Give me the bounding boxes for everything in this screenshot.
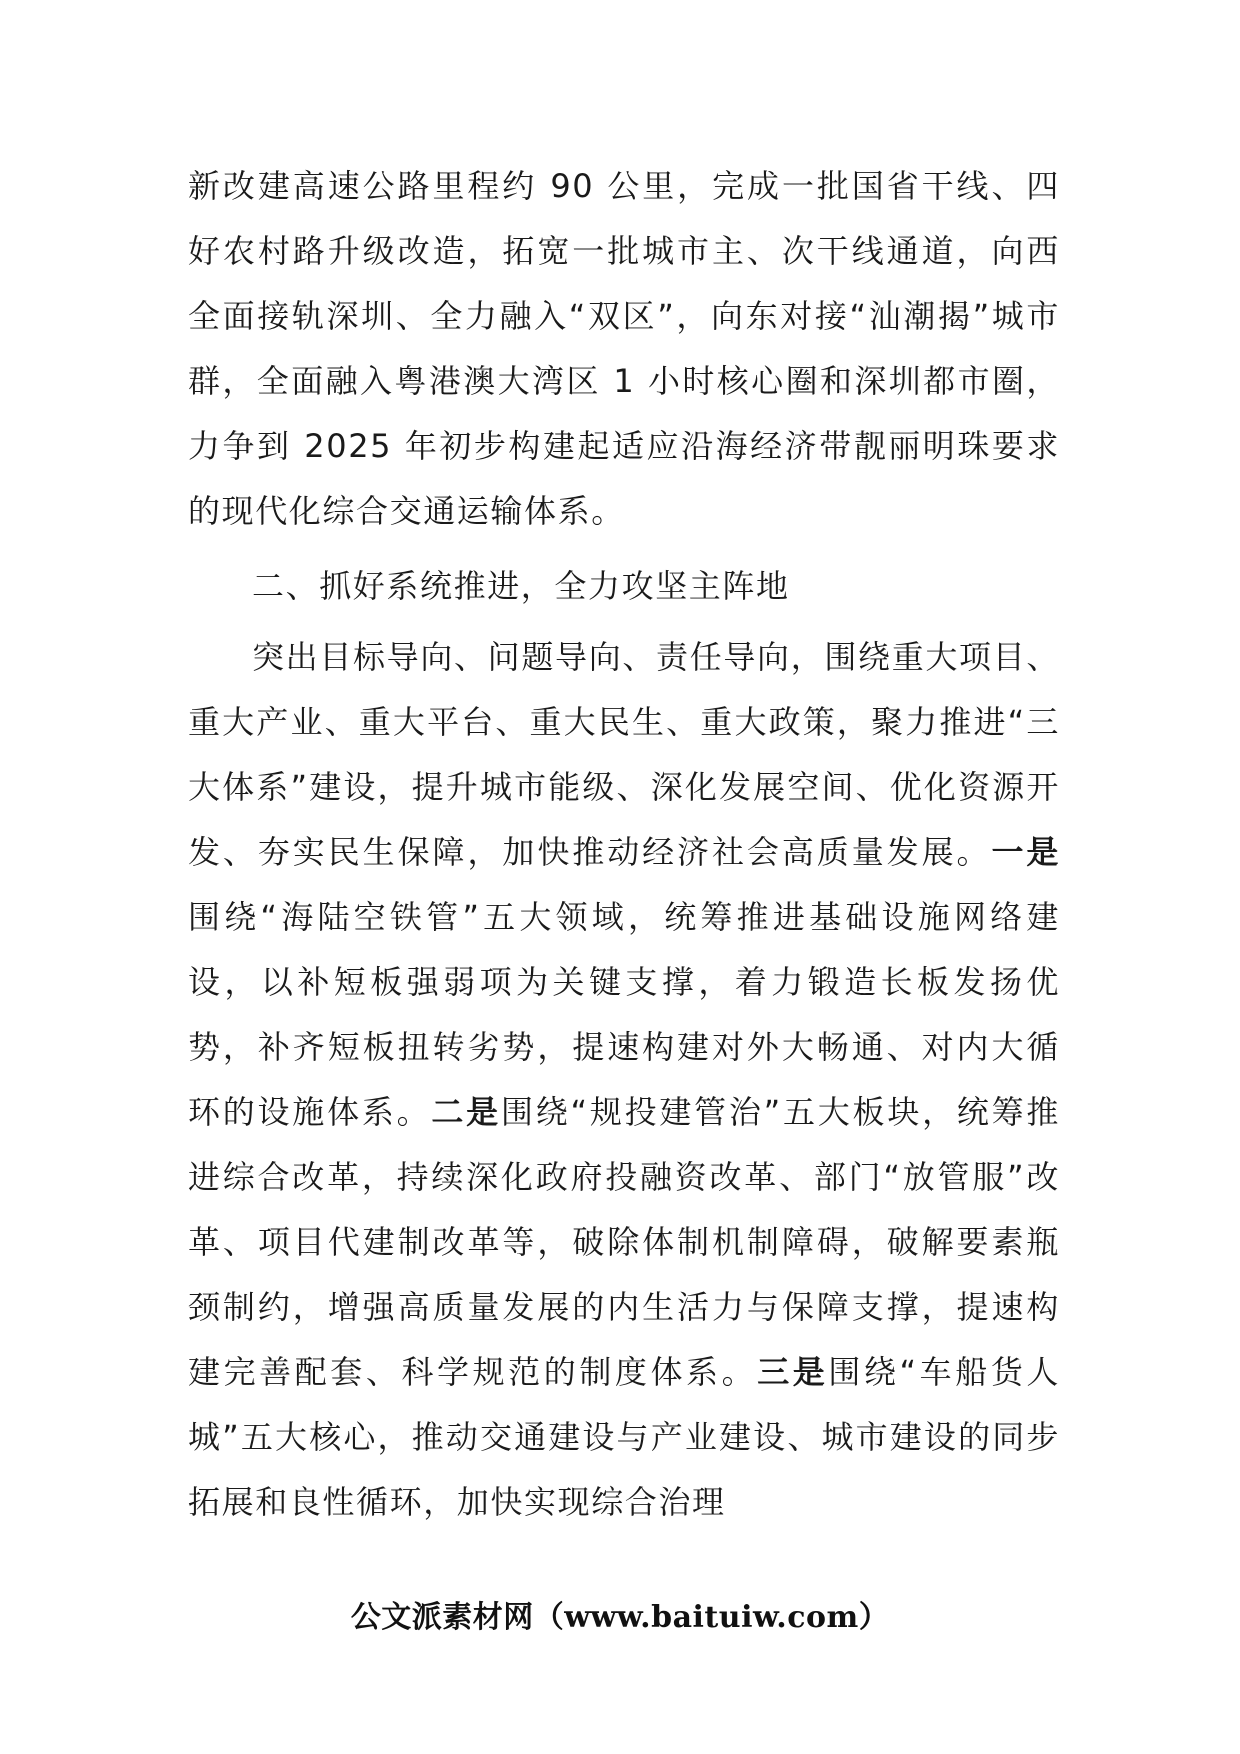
item-2-text: 围绕“规投建管治”五大板块，统筹推进综合改革，持续深化政府投融资改革、部门“放管服”改革、项目代建制改革等，破除体制机制障碍，破解要素瓶颈制约，增强高质量发展的内生活力与保障支撑，提速构建完善配套、科学规范的制度体系。: [188, 1093, 1061, 1391]
item-2-label: 二是: [431, 1093, 501, 1131]
footer-watermark: [0, 1592, 1240, 1636]
paragraph-1-text: 新改建高速公路里程约 90 公里，完成一批国省干线、四好农村路升级改造，拓宽一批城市主、次干线通道，向西全面接轨深圳、全力融入“双区”，向东对接“汕潮揭”城市群，全面融入粤港澳大湾区 1 小时核心圈和深圳都市圈，力争到 2025 年初步构建起适应沿海经济带靓丽明珠要求的现代化综合交通运输体系。: [188, 167, 1060, 530]
item-3-label: 三是: [757, 1353, 829, 1391]
footer-watermark-text: 公文派素材网（www.baituiw.com）: [350, 1600, 890, 1635]
document-body: [188, 154, 1060, 1535]
item-1-text: 围绕“海陆空铁管”五大领域，统筹推进基础设施网络建设，以补短板强弱项为关键支撑，着力锻造长板发扬优势，补齐短板扭转劣势，提速构建对外大畅通、对内大循环的设施体系。: [188, 898, 1060, 1131]
section-heading-2-text: 二、抓好系统推进，全力攻坚主阵地: [252, 567, 790, 605]
paragraph-2-intro: 突出目标导向、问题导向、责任导向，围绕重大项目、重大产业、重大平台、重大民生、重大政策，聚力推进“三大体系”建设，提升城市能级、深化发展空间、优化资源开发、夯实民生保障，加快推动经济社会高质量发展。: [188, 638, 1060, 871]
item-1-label: 一是: [991, 833, 1060, 871]
item-3-text: 围绕“车船货人城”五大核心，推动交通建设与产业建设、城市建设的同步拓展和良性循环，加快实现综合治理: [188, 1353, 1061, 1521]
paragraph-1: [188, 154, 1060, 544]
section-heading-2: [188, 554, 1060, 619]
paragraph-2: [188, 625, 1060, 1535]
